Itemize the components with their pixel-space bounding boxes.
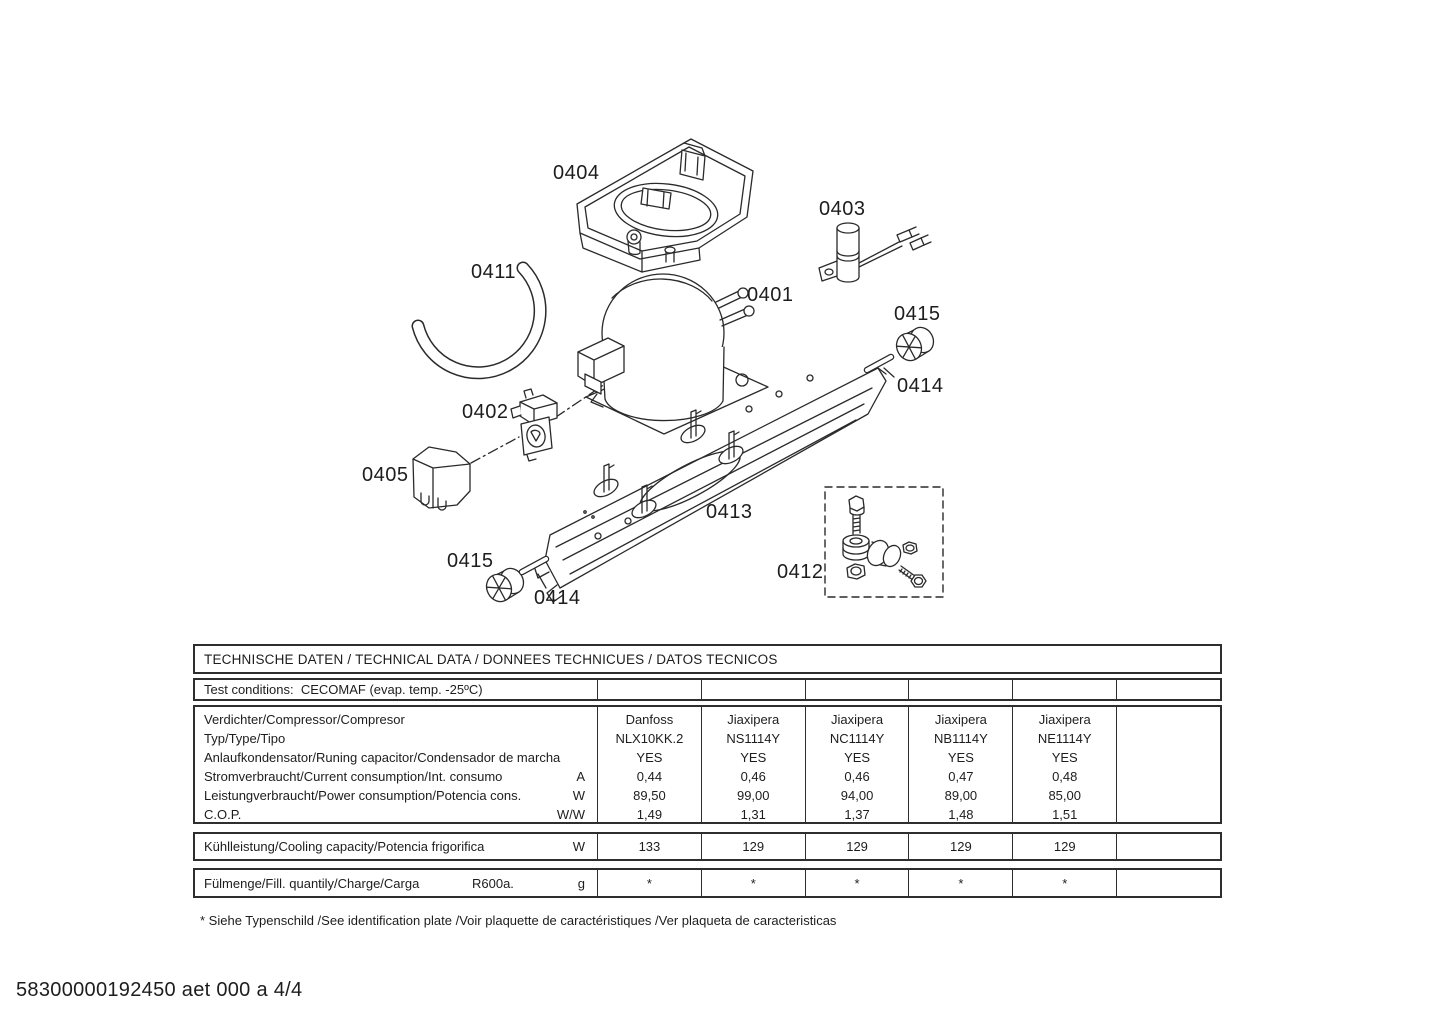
- cell-value: NB1114Y: [934, 731, 988, 746]
- test-conditions-table: [193, 678, 1222, 701]
- row-label: Leistungverbraucht/Power consumption/Potencia cons.: [204, 788, 522, 803]
- part-label-0401: 0401: [747, 284, 794, 306]
- cell-value: Danfoss: [625, 712, 674, 727]
- cooling-value: 133: [597, 834, 701, 859]
- cell-value: 1,37: [844, 807, 870, 822]
- part-label-0414-upper: 0414: [897, 375, 944, 397]
- compressor-column-ne1114y: [1012, 707, 1116, 822]
- part-0405-cover: [413, 447, 470, 510]
- cooling-value: 129: [805, 834, 909, 859]
- cooling-value: 129: [1012, 834, 1116, 859]
- cell-value: 85,00: [1048, 788, 1081, 803]
- part-label-0415-upper: 0415: [894, 303, 941, 325]
- test-conditions-empty-cell: [701, 680, 805, 699]
- cooling-capacity-table: [193, 832, 1222, 861]
- cooling-capacity-label: Kühlleistung/Cooling capacity/Potencia frigorifica: [204, 839, 485, 854]
- technical-data-title: TECHNISCHE DATEN / TECHNICAL DATA / DONNEES TECHNICUES / DATOS TECNICOS: [204, 651, 778, 667]
- fill-quantity-label: Fülmenge/Fill. quantily/Charge/Carga: [204, 875, 420, 891]
- part-label-0413: 0413: [706, 501, 753, 523]
- compressor-row-labels: [195, 707, 597, 822]
- compressor-column-empty: [1116, 707, 1220, 822]
- cell-value: Jiaxipera: [831, 712, 884, 727]
- cell-value: 0,46: [740, 769, 766, 784]
- cooling-value: 129: [908, 834, 1012, 859]
- cell-value: 94,00: [840, 788, 874, 803]
- part-label-0402: 0402: [462, 401, 509, 423]
- row-label: Anlaufkondensator/Runing capacitor/Condensador de marcha: [204, 750, 561, 765]
- part-label-0403: 0403: [819, 198, 866, 220]
- cell-value: 1,48: [948, 807, 974, 822]
- part-0404-drain-pan: [577, 139, 753, 272]
- test-conditions-empty-cell: [1012, 680, 1116, 699]
- fill-value: *: [701, 870, 805, 896]
- part-0401-compressor: [578, 247, 768, 434]
- cell-value: Jiaxipera: [727, 712, 780, 727]
- test-conditions-empty-cell: [908, 680, 1012, 699]
- cell-value: 89,00: [944, 788, 978, 803]
- row-unit: W: [572, 788, 585, 803]
- refrigerant-type: R600a.: [472, 875, 514, 891]
- cell-value: 1,49: [636, 807, 663, 822]
- fill-quantity-unit: g: [577, 875, 585, 891]
- fill-value: *: [1012, 870, 1116, 896]
- cell-value: NLX10KK.2: [615, 731, 684, 746]
- cell-value: 1,51: [1052, 807, 1078, 822]
- row-unit: W/W: [556, 807, 585, 822]
- cell-value: NS1114Y: [726, 731, 781, 746]
- test-conditions-empty-cell: [597, 680, 701, 699]
- cell-value: NC1114Y: [829, 731, 885, 746]
- compressor-column-ns1114y: [701, 707, 805, 822]
- fill-value: *: [805, 870, 909, 896]
- row-label: Verdichter/Compressor/Compresor: [204, 712, 405, 727]
- row-label: C.O.P.: [204, 807, 242, 822]
- cell-value: 99,00: [736, 788, 770, 803]
- cooling-value: 129: [701, 834, 805, 859]
- compressor-column-nc1114y: [805, 707, 909, 822]
- footnote: * Siehe Typenschild /See identification plate /Voir plaquette de caractéristiques /Ver plaqueta de caracteristicas: [200, 913, 837, 928]
- fill-quantity-table: [193, 868, 1222, 898]
- cell-value: 0,44: [636, 769, 663, 784]
- part-0403-capacitor: [819, 223, 931, 282]
- part-label-0414-lower: 0414: [534, 587, 581, 609]
- cell-value: Jiaxipera: [934, 712, 987, 727]
- part-label-0411: 0411: [471, 261, 517, 283]
- cell-value: NE1114Y: [1037, 731, 1092, 746]
- compressor-data-table: [193, 705, 1222, 824]
- cooling-capacity-unit: W: [572, 839, 585, 854]
- part-0415-grommet-upper: [892, 323, 938, 365]
- part-label-0404: 0404: [553, 162, 600, 184]
- cell-value: 0,47: [948, 769, 974, 784]
- test-conditions-label: Test conditions: CECOMAF (evap. temp. -25ºC): [204, 682, 483, 697]
- row-label: Typ/Type/Tipo: [204, 731, 286, 746]
- part-label-0415-lower: 0415: [447, 550, 494, 572]
- cell-value: YES: [947, 750, 974, 765]
- technical-data-header-table: [193, 644, 1222, 674]
- cooling-value-empty: [1116, 834, 1220, 859]
- test-conditions-empty-cell: [805, 680, 909, 699]
- compressor-column-nb1114y: [908, 707, 1012, 822]
- fill-value: *: [908, 870, 1012, 896]
- cell-value: 89,50: [633, 788, 666, 803]
- cell-value: 0,48: [1052, 769, 1078, 784]
- cell-value: YES: [740, 750, 767, 765]
- fill-value: *: [597, 870, 701, 896]
- part-0402-relay: [511, 389, 557, 461]
- part-label-0405: 0405: [362, 464, 409, 486]
- cell-value: YES: [636, 750, 663, 765]
- part-0412-hardware-kit: [825, 487, 943, 597]
- row-label: Stromverbraucht/Current consumption/Int. consumo: [204, 769, 503, 784]
- part-0411-tube: [418, 268, 540, 373]
- part-0414-pin-lower: [522, 559, 546, 588]
- compressor-column-danfoss: [597, 707, 701, 822]
- cell-value: 0,46: [844, 769, 870, 784]
- part-label-0412: 0412: [777, 561, 824, 583]
- fill-value-empty: [1116, 870, 1220, 896]
- row-unit: A: [576, 769, 585, 784]
- cell-value: YES: [844, 750, 871, 765]
- cell-value: Jiaxipera: [1038, 712, 1091, 727]
- cell-value: 1,31: [740, 807, 766, 822]
- document-code: 58300000192450 aet 000 a 4/4: [16, 979, 303, 1001]
- cell-value: YES: [1051, 750, 1078, 765]
- test-conditions-empty-cell: [1116, 680, 1220, 699]
